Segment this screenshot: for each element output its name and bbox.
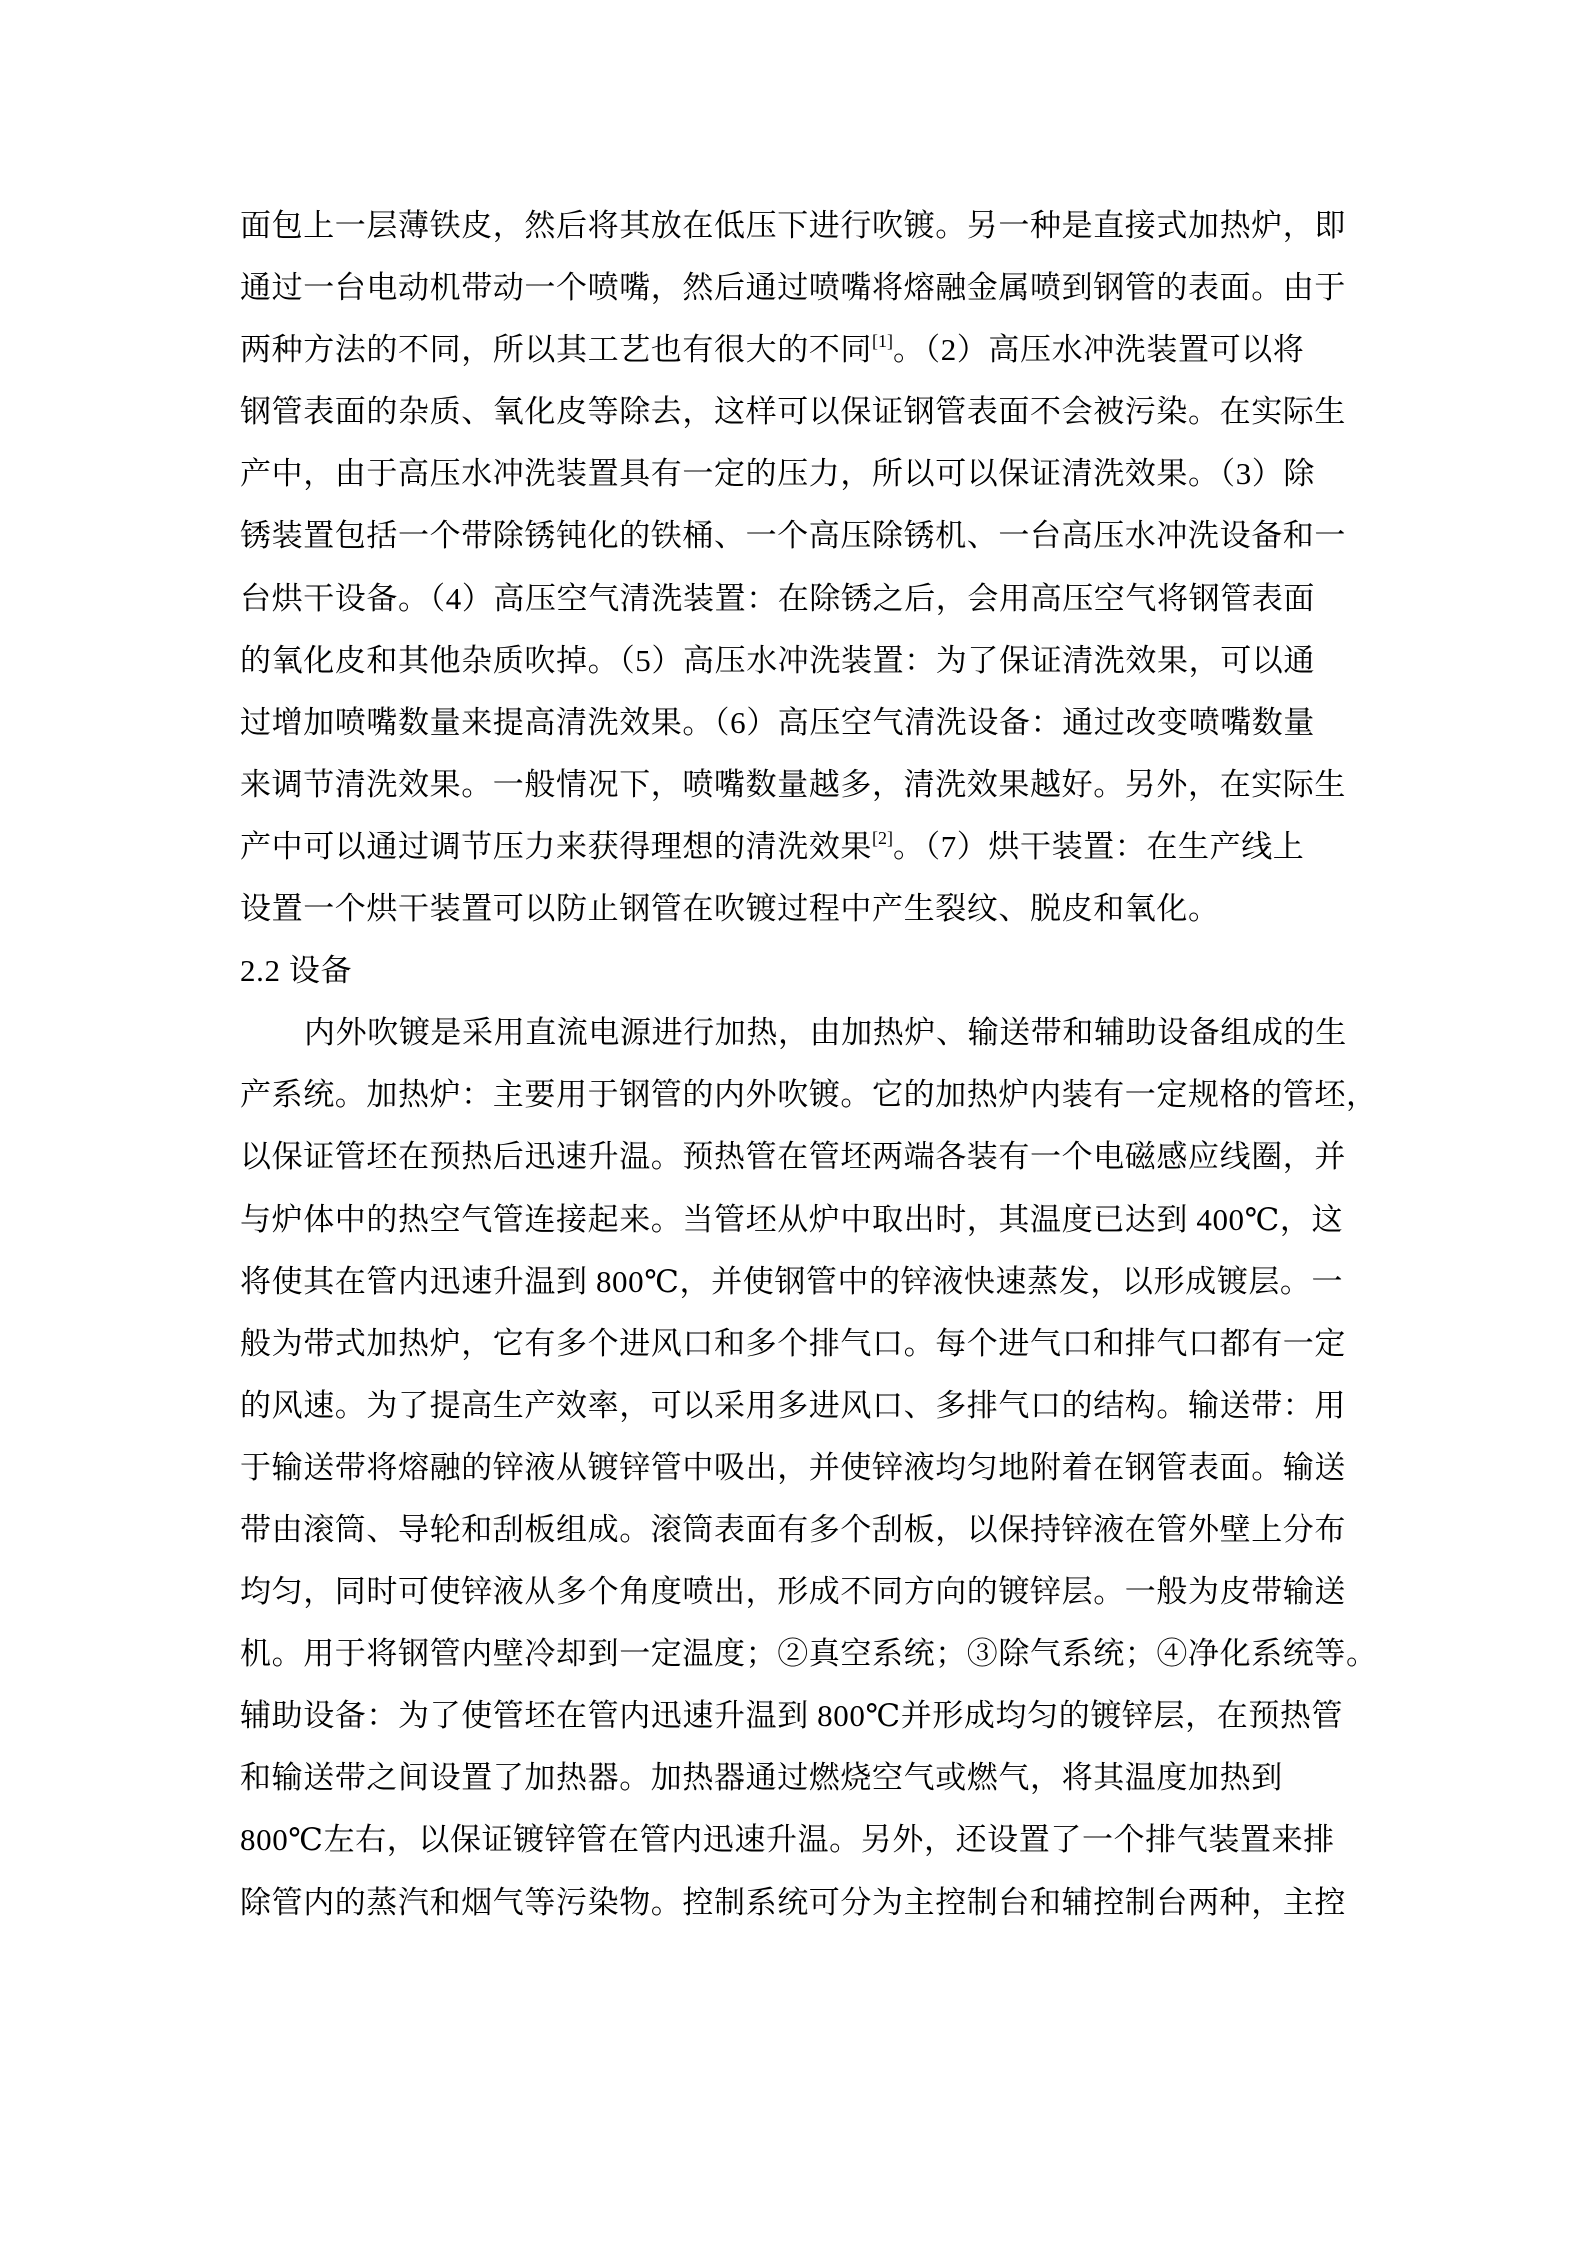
text-line bbox=[240, 1189, 1350, 1251]
text-segment: 过增加喷嘴数量来提高清洗效果。（6）高压空气清洗设备：通过改变喷嘴数量 bbox=[240, 704, 1315, 740]
text-segment: 来调节清洗效果。一般情况下，喷嘴数量越多，清洗效果越好。另外，在实际生 bbox=[240, 766, 1346, 802]
citation-superscript: [1] bbox=[872, 330, 893, 351]
text-line bbox=[240, 1126, 1350, 1188]
text-line bbox=[240, 692, 1350, 754]
text-line bbox=[240, 381, 1350, 443]
text-segment: 与炉体中的热空气管连接起来。当管坯从炉中取出时，其温度已达到 400℃，这 bbox=[240, 1201, 1344, 1237]
text-segment: 2.2 设备 bbox=[240, 953, 353, 989]
text-line bbox=[240, 1437, 1350, 1499]
text-segment: 以保证管坯在预热后迅速升温。预热管在管坯两端各装有一个电磁感应线圈，并 bbox=[240, 1139, 1346, 1175]
text-line bbox=[240, 1002, 1350, 1064]
text-segment: 钢管表面的杂质、氧化皮等除去，这样可以保证钢管表面不会被污染。在实际生 bbox=[240, 394, 1346, 430]
text-line bbox=[240, 443, 1350, 505]
text-line bbox=[240, 1064, 1378, 1126]
citation-superscript: [2] bbox=[872, 827, 893, 848]
document-text-block bbox=[240, 195, 1378, 1934]
text-line bbox=[240, 1872, 1350, 1934]
text-line bbox=[240, 1747, 1350, 1809]
text-line bbox=[240, 1499, 1350, 1561]
text-segment: 产中可以通过调节压力来获得理想的清洗效果 bbox=[240, 828, 872, 864]
text-segment: 的风速。为了提高生产效率，可以采用多进风口、多排气口的结构。输送带：用 bbox=[240, 1387, 1346, 1423]
text-segment: 将使其在管内迅速升温到 800℃，并使钢管中的锌液快速蒸发，以形成镀层。一 bbox=[240, 1263, 1344, 1299]
text-segment: 。（7）烘干装置：在生产线上 bbox=[893, 828, 1305, 864]
text-line bbox=[240, 319, 1350, 381]
text-segment: 产系统。加热炉：主要用于钢管的内外吹镀。它的加热炉内装有一定规格的管坯， bbox=[240, 1077, 1378, 1113]
text-line bbox=[240, 257, 1350, 319]
text-line bbox=[240, 568, 1350, 630]
text-line bbox=[240, 1623, 1378, 1685]
text-line bbox=[240, 1561, 1350, 1623]
text-segment: 般为带式加热炉，它有多个进风口和多个排气口。每个进气口和排气口都有一定 bbox=[240, 1325, 1346, 1361]
text-segment: 面包上一层薄铁皮，然后将其放在低压下进行吹镀。另一种是直接式加热炉，即 bbox=[240, 208, 1346, 243]
text-segment: 两种方法的不同，所以其工艺也有很大的不同 bbox=[240, 332, 872, 368]
text-segment: 内外吹镀是采用直流电源进行加热，由加热炉、输送带和辅助设备组成的生 bbox=[304, 1015, 1347, 1051]
text-line bbox=[240, 1375, 1350, 1437]
text-segment: 均匀，同时可使锌液从多个角度喷出，形成不同方向的镀锌层。一般为皮带输送 bbox=[240, 1574, 1346, 1610]
text-line bbox=[240, 505, 1350, 567]
text-segment: 辅助设备：为了使管坯在管内迅速升温到 800℃并形成均匀的镀锌层，在预热管 bbox=[240, 1698, 1344, 1734]
text-segment: 产中，由于高压水冲洗装置具有一定的压力，所以可以保证清洗效果。（3）除 bbox=[240, 456, 1315, 492]
text-line bbox=[240, 878, 1350, 940]
text-line bbox=[240, 630, 1350, 692]
text-segment: 台烘干设备。（4）高压空气清洗装置：在除锈之后，会用高压空气将钢管表面 bbox=[240, 580, 1315, 616]
text-segment: 除管内的蒸汽和烟气等污染物。控制系统可分为主控制台和辅控制台两种，主控 bbox=[240, 1884, 1346, 1920]
section-heading bbox=[240, 940, 1350, 1002]
text-segment: 于输送带将熔融的锌液从镀锌管中吸出，并使锌液均匀地附着在钢管表面。输送 bbox=[240, 1449, 1346, 1485]
text-segment: 的氧化皮和其他杂质吹掉。（5）高压水冲洗装置：为了保证清洗效果，可以通 bbox=[240, 642, 1315, 678]
text-segment: 800℃左右，以保证镀锌管在管内迅速升温。另外，还设置了一个排气装置来排 bbox=[240, 1822, 1335, 1858]
text-line bbox=[240, 1685, 1350, 1747]
text-line bbox=[240, 754, 1350, 816]
text-segment: 带由滚筒、导轮和刮板组成。滚筒表面有多个刮板，以保持锌液在管外壁上分布 bbox=[240, 1511, 1346, 1547]
text-line bbox=[240, 1251, 1350, 1313]
text-segment: 和输送带之间设置了加热器。加热器通过燃烧空气或燃气，将其温度加热到 bbox=[240, 1760, 1283, 1796]
text-line bbox=[240, 1313, 1350, 1375]
text-line bbox=[240, 1809, 1350, 1871]
text-segment: 机。用于将钢管内壁冷却到一定温度；②真空系统；③除气系统；④净化系统等。 bbox=[240, 1636, 1378, 1672]
text-line bbox=[240, 816, 1350, 878]
text-segment: 通过一台电动机带动一个喷嘴，然后通过喷嘴将熔融金属喷到钢管的表面。由于 bbox=[240, 270, 1346, 306]
text-segment: 锈装置包括一个带除锈钝化的铁桶、一个高压除锈机、一台高压水冲洗设备和一 bbox=[240, 518, 1346, 554]
text-segment: 设置一个烘干装置可以防止钢管在吹镀过程中产生裂纹、脱皮和氧化。 bbox=[240, 891, 1220, 927]
text-segment: 。（2）高压水冲洗装置可以将 bbox=[893, 332, 1305, 368]
text-line bbox=[240, 195, 1350, 257]
